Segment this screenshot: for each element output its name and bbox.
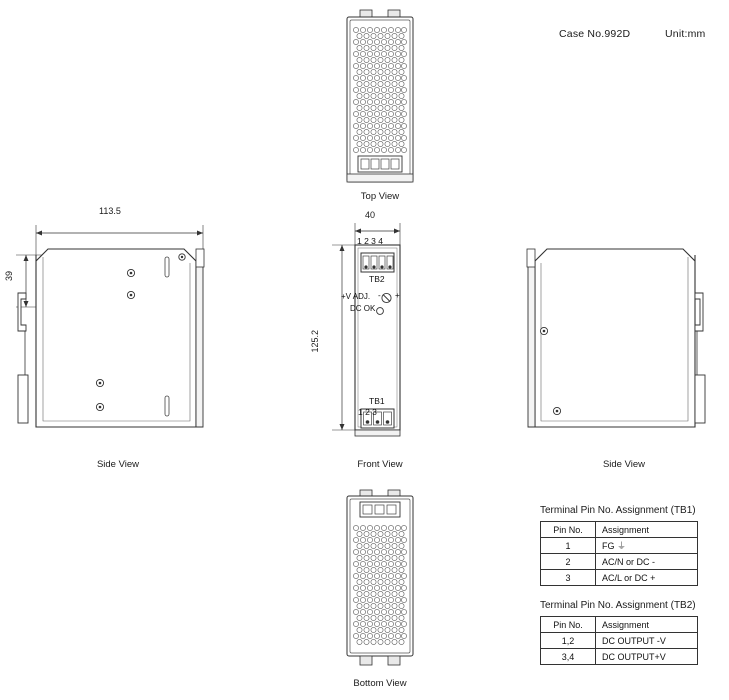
tb1-pin-numbers: 1 2 3 bbox=[358, 407, 377, 417]
table-row bbox=[541, 570, 698, 586]
table-header-row bbox=[541, 617, 698, 633]
tb1-row0-assignment: FG ⏚ bbox=[596, 538, 698, 554]
tb2-header-pin: Pin No. bbox=[541, 617, 596, 633]
table-row bbox=[541, 554, 698, 570]
tb2-row0-assignment: DC OUTPUT -V bbox=[596, 633, 698, 649]
table-row bbox=[541, 633, 698, 649]
dc-ok-label: DC OK bbox=[350, 304, 376, 313]
dimension-front-width: 40 bbox=[365, 210, 376, 220]
top-view-label: Top View bbox=[360, 191, 400, 202]
tb1-row2-pin: 3 bbox=[541, 570, 596, 586]
tb1-table-title: Terminal Pin No. Assignment (TB1) bbox=[540, 505, 696, 516]
tb1-header-pin: Pin No. bbox=[541, 522, 596, 538]
side-view-right-label: Side View bbox=[602, 459, 646, 470]
tb1-row1-assignment: AC/N or DC - bbox=[596, 554, 698, 570]
bottom-view-label: Bottom View bbox=[353, 678, 407, 689]
tb1-header-assignment: Assignment bbox=[596, 522, 698, 538]
case-number-label: Case No.992D bbox=[559, 28, 631, 40]
table-row bbox=[541, 649, 698, 665]
dimension-side-height: 39 bbox=[4, 271, 14, 282]
dimension-front-height: 125.2 bbox=[310, 330, 320, 353]
table-header-row bbox=[541, 522, 698, 538]
top-view-drawing bbox=[330, 8, 430, 188]
side-view-left-drawing bbox=[6, 215, 221, 455]
tb1-label: TB1 bbox=[369, 396, 385, 406]
v-adj-plus-label: + bbox=[395, 291, 400, 300]
tb2-pin-numbers: 1 2 3 4 bbox=[357, 236, 383, 246]
v-adj-label: +V ADJ. bbox=[341, 292, 371, 301]
table-row bbox=[541, 538, 698, 554]
tb1-row1-pin: 2 bbox=[541, 554, 596, 570]
front-view-label: Front View bbox=[357, 459, 403, 470]
tb2-row1-pin: 3,4 bbox=[541, 649, 596, 665]
side-view-left-label: Side View bbox=[96, 459, 140, 470]
tb2-row1-assignment: DC OUTPUT+V bbox=[596, 649, 698, 665]
tb2-header-assignment: Assignment bbox=[596, 617, 698, 633]
tb1-pin-table bbox=[540, 521, 698, 586]
tb2-label: TB2 bbox=[369, 274, 385, 284]
v-adj-minus-label: - bbox=[378, 291, 381, 300]
dimension-side-width: 113.5 bbox=[99, 206, 121, 216]
bottom-view-drawing bbox=[330, 488, 430, 668]
tb1-row0-pin: 1 bbox=[541, 538, 596, 554]
tb1-row2-assignment: AC/L or DC + bbox=[596, 570, 698, 586]
unit-label: Unit:mm bbox=[665, 28, 706, 40]
tb2-row0-pin: 1,2 bbox=[541, 633, 596, 649]
tb2-pin-table bbox=[540, 616, 698, 665]
tb2-table-title: Terminal Pin No. Assignment (TB2) bbox=[540, 600, 696, 611]
side-view-right-drawing bbox=[505, 235, 720, 450]
